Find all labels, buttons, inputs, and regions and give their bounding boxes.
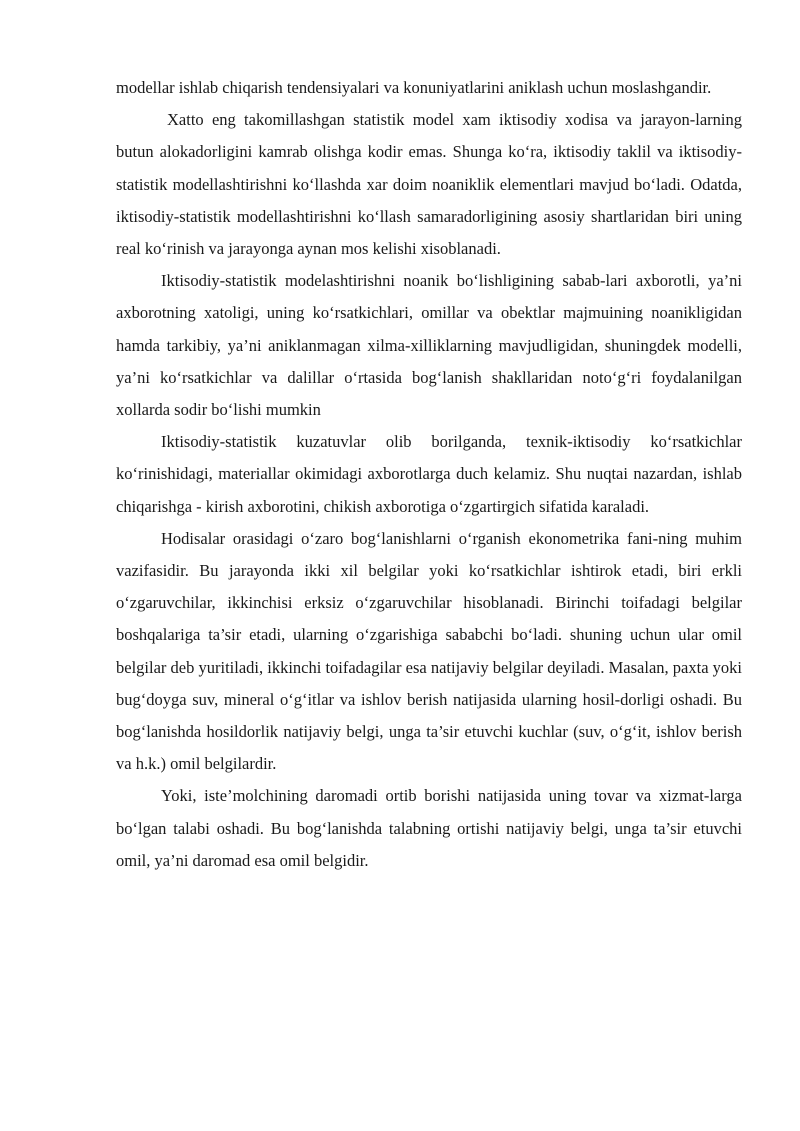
paragraph-observations: Iktisodiy-statistik kuzatuvlar olib borilganda, texnik-iktisodiy ko‘rsatkichlar ko‘rinishidagi, materiallar okimidagi axborotlarga duch kelamiz. Shu nuqtai nazardan, ishlab chiqarishga - kirish axborotini, chikish axborotiga o‘zgartirgich sifatida karaladi. bbox=[116, 432, 742, 516]
paragraph-continuation: modellar ishlab chiqarish tendensiyalari va konuniyatlarini aniklash uchun moslashgandir. bbox=[116, 78, 712, 97]
paragraph-uncertainty-causes: Iktisodiy-statistik modelashtirishni noanik bo‘lishligining sabab-lari axborotli, ya’ni axborotning xatoligi, uning ko‘rsatkichlari, omillar va obektlar majmuining noanikligidan hamda tarkibiy, ya’ni aniklanmagan xilma-xilliklarning mavjudligidan, shuningdek modelli, ya’ni ko‘rsatkichlar va dalillar o‘rtasida bog‘lanish shakllaridan noto‘g‘ri foydalanilgan xollarda sodir bo‘lishi mumkin bbox=[116, 271, 742, 420]
paragraph-model-limitations: Xatto eng takomillashgan statistik model xam iktisodiy xodisa va jarayon-larning butun alokadorligini kamrab olishga kodir emas. Shunga ko‘ra, iktisodiy taklil va iktisodiy-statistik modellashtirishni ko‘llashda xar doim noaniklik elementlari mavjud bo‘ladi. Odatda, iktisodiy-statistik modellashtirishni ko‘llash samaradorligining asosiy shartlaridan biri uning real ko‘rinish va jarayonga aynan mos kelishi xisoblanadi. bbox=[116, 110, 742, 259]
paragraph-consumer-example: Yoki, iste’molchining daromadi ortib borishi natijasida uning tovar va xizmat-larga bo‘lgan talabi oshadi. Bu bog‘lanishda talabning ortishi natijaviy belgi, unga ta’sir etuvchi omil, ya’ni daromad esa omil belgidir. bbox=[116, 786, 742, 870]
paragraph-relationships: Hodisalar orasidagi o‘zaro bog‘lanishlarni o‘rganish ekonometrika fani-ning muhim vazifasidir. Bu jarayonda ikki xil belgilar yoki ko‘rsatkichlar ishtirok etadi, biri erkli o‘zgaruvchilar, ikkinchisi erksiz o‘zgaruvchilar hisoblanadi. Birinchi toifadagi belgilar boshqalariga ta’sir etadi, ularning o‘zgarishiga sababchi bo‘ladi. shuning uchun ular omil belgilar deb yuritiladi, ikkinchi toifadagilar esa natijaviy belgilar deyiladi. Masalan, paxta yoki bug‘doyga suv, mineral o‘g‘itlar va ishlov berish natijasida ularning hosil-dorligi oshadi. Bu bog‘lanishda hosildorlik natijaviy belgi, unga ta’sir etuvchi kuchlar (suv, o‘g‘it, ishlov berish va h.k.) omil belgilardir. bbox=[116, 528, 742, 774]
document-page bbox=[116, 72, 742, 877]
